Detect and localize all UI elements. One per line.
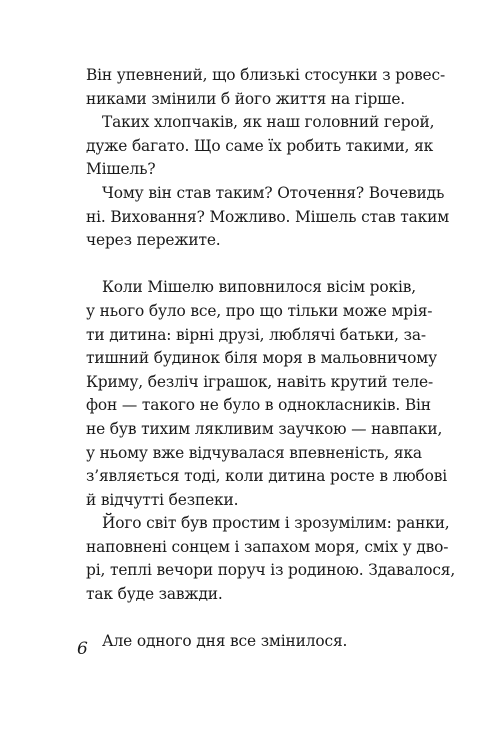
text-line: фон — такого не було в однокласників. Він [86, 396, 431, 415]
paragraph [86, 512, 456, 606]
section-break [86, 607, 402, 631]
text-line: з’являється тоді, коли дитина росте в любові [86, 467, 447, 486]
paragraph [86, 276, 447, 512]
text-line: Але одного дня все змінилося. [102, 632, 348, 651]
text-line: у ньому вже відчувалася впевненість, яка [86, 443, 422, 462]
book-page-text [86, 64, 456, 654]
text-line: никами змінили б його життя на гірше. [86, 89, 406, 108]
text-line: й відчутті безпеки. [86, 490, 239, 509]
paragraph [86, 630, 402, 654]
paragraph [86, 64, 446, 111]
text-line: Таких хлопчаків, як наш головний герой, [102, 113, 435, 132]
text-line: Він упевнений, що близькі стосунки з ровес- [86, 66, 446, 84]
text-line: не був тихим лякливим заучкою — навпаки, [86, 419, 443, 438]
text-line: ні. Виховання? Можливо. Мішель став таким [86, 207, 450, 226]
text-line: Його світ був простим і зрозумілим: ранки, [102, 514, 450, 533]
text-line: наповнені сонцем і запахом моря, сміх у дво- [86, 537, 449, 556]
text-line: рі, теплі вечори поруч із родиною. Здавалося, [86, 561, 456, 580]
text-line: Коли Мішелю виповнилося вісім років, [102, 278, 416, 297]
text-line: у нього було все, про що тільки може мрія- [86, 301, 433, 320]
text-line: тишний будинок біля моря в мальовничому [86, 349, 438, 368]
text-line: ти дитина: вірні друзі, люблячі батьки, за- [86, 325, 426, 344]
text-line: Чому він став таким? Оточення? Вочевидь [102, 183, 445, 202]
paragraph [86, 182, 450, 253]
text-line: Мішель? [86, 160, 156, 179]
section-break [86, 253, 402, 277]
text-line: дуже багато. Що саме їх робить такими, як [86, 136, 434, 155]
text-line: Криму, безліч іграшок, навіть крутий теле- [86, 372, 434, 391]
text-line: так буде завжди. [86, 585, 223, 604]
paragraph [86, 111, 435, 182]
text-line: через пережите. [86, 231, 221, 250]
page-number: 6 [77, 639, 88, 659]
